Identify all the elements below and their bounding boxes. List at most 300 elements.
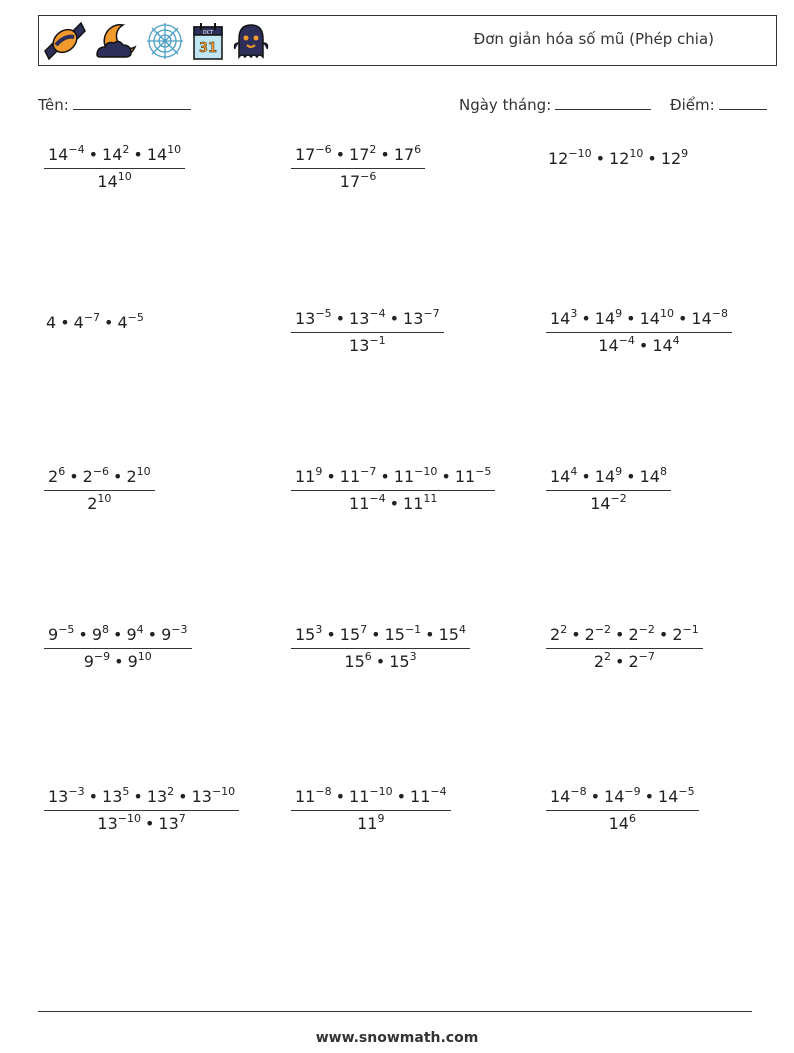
ghost-icon <box>231 21 271 61</box>
fraction <box>44 467 155 513</box>
exponent: −8 <box>570 785 587 798</box>
base: 15 <box>344 652 365 671</box>
base: 14 <box>639 309 660 328</box>
base: 9 <box>161 625 172 644</box>
score-field <box>670 95 767 114</box>
fraction <box>291 145 425 191</box>
exponent: −9 <box>624 785 641 798</box>
power-term <box>192 787 236 806</box>
denominator <box>546 648 703 671</box>
multiply-dot: • <box>113 467 123 486</box>
power-term <box>604 787 641 806</box>
multiply-dot: • <box>626 309 636 328</box>
power-term <box>598 336 635 355</box>
name-blank[interactable] <box>73 95 191 110</box>
svg-text:OCT: OCT <box>202 30 214 36</box>
base: 11 <box>349 494 370 513</box>
power-term <box>410 787 447 806</box>
problem-2 <box>291 145 425 191</box>
header-icons <box>43 19 271 63</box>
numerator <box>291 467 495 490</box>
multiply-dot: • <box>590 787 601 806</box>
exponent: −1 <box>404 623 422 636</box>
fraction <box>291 467 495 513</box>
denominator <box>546 810 699 833</box>
power-term <box>340 625 367 644</box>
power-term <box>661 149 688 168</box>
power-term <box>394 467 438 486</box>
numerator <box>291 309 444 332</box>
numerator <box>291 145 425 168</box>
exponent: −5 <box>58 623 75 636</box>
base: 14 <box>590 494 611 513</box>
exponent: 2 <box>369 143 377 156</box>
multiply-dot: • <box>114 652 124 671</box>
power-term <box>595 467 622 486</box>
exponent: −5 <box>475 465 492 478</box>
numerator <box>546 787 699 810</box>
denominator <box>44 648 192 671</box>
exponent: −1 <box>682 623 699 636</box>
power-term <box>126 467 150 486</box>
multiply-dot: • <box>335 309 346 328</box>
worksheet-title: Đơn giản hóa số mũ (Phép chia) <box>473 30 714 48</box>
base: 11 <box>454 467 476 486</box>
base: 11 <box>295 787 316 806</box>
numerator <box>44 625 192 648</box>
exponent: 11 <box>423 492 438 505</box>
exponent: −4 <box>68 143 85 156</box>
problem-7 <box>44 467 155 513</box>
power-term <box>550 467 577 486</box>
base: 11 <box>410 787 431 806</box>
power-term <box>595 309 622 328</box>
footer-divider <box>38 1011 752 1012</box>
power-term <box>550 625 567 644</box>
denominator <box>291 810 451 833</box>
expression <box>546 149 688 168</box>
multiply-dot: • <box>647 149 657 168</box>
base: 12 <box>660 149 682 168</box>
multiply-dot: • <box>595 149 606 168</box>
power-term <box>403 309 440 328</box>
power-term <box>126 625 143 644</box>
base: 14 <box>598 336 619 355</box>
numerator <box>44 145 185 168</box>
multiply-dot: • <box>615 652 625 671</box>
multiply-dot: • <box>60 313 70 332</box>
exponent: −4 <box>430 785 447 798</box>
exponent: −9 <box>93 650 111 663</box>
problem-14 <box>291 787 451 833</box>
problem-3 <box>546 149 688 168</box>
footer-website: www.snowmath.com <box>315 1030 479 1046</box>
base: 9 <box>48 625 59 644</box>
base: 14 <box>550 787 571 806</box>
power-term <box>92 625 109 644</box>
power-term <box>295 625 322 644</box>
numerator <box>291 625 470 648</box>
base: 13 <box>403 309 424 328</box>
base: 14 <box>658 787 679 806</box>
multiply-dot: • <box>133 145 143 164</box>
base: 14 <box>604 787 625 806</box>
problem-5 <box>291 309 444 355</box>
base: 2 <box>550 625 561 644</box>
exponent: −3 <box>68 785 85 798</box>
exponent: −6 <box>92 465 110 478</box>
numerator <box>44 467 155 490</box>
moon-cloud-icon <box>93 21 139 61</box>
multiply-dot: • <box>144 814 155 833</box>
exponent: 9 <box>377 812 385 825</box>
power-term <box>628 625 654 644</box>
base: 15 <box>438 625 459 644</box>
multiply-dot: • <box>326 467 336 486</box>
exponent: 9 <box>681 147 689 160</box>
base: 13 <box>146 787 168 806</box>
base: 14 <box>608 814 629 833</box>
exponent: 2 <box>560 623 568 636</box>
power-term <box>83 467 109 486</box>
exponent: 10 <box>137 650 152 663</box>
base: 9 <box>126 625 137 644</box>
power-term <box>403 494 437 513</box>
power-term <box>385 625 422 644</box>
worksheet-header <box>38 15 777 66</box>
base: 2 <box>48 467 59 486</box>
denominator <box>546 332 732 355</box>
base: 15 <box>295 625 316 644</box>
exponent: 2 <box>604 650 612 663</box>
exponent: 7 <box>178 812 186 825</box>
base: 9 <box>127 652 138 671</box>
multiply-dot: • <box>581 309 591 328</box>
power-term <box>389 652 416 671</box>
fraction <box>291 625 470 671</box>
exponent: 10 <box>117 170 132 183</box>
problem-12 <box>546 625 703 671</box>
base: 14 <box>97 172 118 191</box>
multiply-dot: • <box>389 494 400 513</box>
power-term <box>48 787 85 806</box>
multiply-dot: • <box>441 467 451 486</box>
base: 2 <box>672 625 683 644</box>
base: 9 <box>83 652 94 671</box>
power-term <box>340 172 377 191</box>
numerator <box>44 787 239 810</box>
power-term <box>628 652 654 671</box>
base: 17 <box>393 145 415 164</box>
base: 14 <box>652 336 673 355</box>
power-term <box>46 313 56 332</box>
numerator <box>546 309 732 332</box>
base: 4 <box>46 313 57 332</box>
denominator <box>291 168 425 191</box>
base: 14 <box>48 145 69 164</box>
exponent: −10 <box>414 465 438 478</box>
exponent: −10 <box>117 812 141 825</box>
denominator <box>291 648 470 671</box>
problem-9 <box>546 467 671 513</box>
candy-icon <box>43 21 87 61</box>
base: 14 <box>639 467 660 486</box>
base: 13 <box>158 814 179 833</box>
exponent: 6 <box>58 465 66 478</box>
problem-11 <box>291 625 470 671</box>
power-term <box>74 313 100 332</box>
power-term <box>48 145 85 164</box>
exponent: −6 <box>360 170 377 183</box>
name-field <box>38 95 191 114</box>
exponent: 9 <box>615 307 623 320</box>
power-term <box>147 787 174 806</box>
fraction <box>546 625 703 671</box>
power-term <box>102 787 129 806</box>
date-label: Ngày tháng: <box>459 96 552 114</box>
denominator <box>546 490 671 513</box>
multiply-dot: • <box>88 145 99 164</box>
exponent: 8 <box>659 465 667 478</box>
power-term <box>585 625 611 644</box>
fraction <box>546 787 699 833</box>
name-label: Tên: <box>38 96 69 114</box>
base: 13 <box>349 309 370 328</box>
exponent: 6 <box>364 650 372 663</box>
numerator <box>291 787 451 810</box>
power-term <box>672 625 698 644</box>
exponent: −10 <box>211 785 236 798</box>
exponent: −2 <box>610 492 627 505</box>
numerator <box>546 467 671 490</box>
denominator <box>291 490 495 513</box>
base: 13 <box>97 814 118 833</box>
problem-8 <box>291 467 495 513</box>
denominator <box>44 810 239 833</box>
problem-15 <box>546 787 699 833</box>
power-term <box>48 625 74 644</box>
power-term <box>357 814 384 833</box>
power-term <box>455 467 492 486</box>
exponent: 10 <box>136 465 151 478</box>
exponent: −7 <box>360 465 377 478</box>
multiply-dot: • <box>178 787 188 806</box>
base: 15 <box>384 625 405 644</box>
base: 14 <box>550 467 571 486</box>
exponent: 9 <box>315 465 323 478</box>
power-term <box>128 652 152 671</box>
multiply-dot: • <box>113 625 123 644</box>
exponent: −8 <box>711 307 728 320</box>
spider-web-icon <box>145 21 185 61</box>
numerator <box>546 625 703 648</box>
multiply-dot: • <box>147 625 158 644</box>
base: 17 <box>295 145 316 164</box>
exponent: −5 <box>315 307 332 320</box>
power-term <box>158 814 185 833</box>
date-field <box>459 95 651 114</box>
power-term <box>102 145 129 164</box>
base: 14 <box>594 467 616 486</box>
multiply-dot: • <box>571 625 581 644</box>
exponent: −3 <box>171 623 188 636</box>
multiply-dot: • <box>638 336 649 355</box>
base: 14 <box>550 309 571 328</box>
power-term <box>394 145 421 164</box>
problem-4 <box>44 313 144 332</box>
exponent: −1 <box>369 334 386 347</box>
exponent: 4 <box>136 623 144 636</box>
base: 13 <box>102 787 123 806</box>
exponent: 2 <box>122 143 130 156</box>
exponent: 3 <box>570 307 578 320</box>
problem-6 <box>546 309 732 355</box>
power-term <box>652 336 679 355</box>
score-label: Điểm: <box>670 96 715 114</box>
multiply-dot: • <box>335 145 346 164</box>
multiply-dot: • <box>615 625 625 644</box>
base: 2 <box>82 467 93 486</box>
exponent: 4 <box>458 623 466 636</box>
exponent: 3 <box>409 650 417 663</box>
base: 2 <box>126 467 137 486</box>
power-term <box>161 625 187 644</box>
power-term <box>295 309 332 328</box>
base: 15 <box>389 652 410 671</box>
expression <box>44 313 144 332</box>
exponent: −10 <box>568 147 592 160</box>
multiply-dot: • <box>375 652 386 671</box>
exponent: −2 <box>638 623 655 636</box>
power-term <box>87 494 111 513</box>
fraction <box>44 625 192 671</box>
power-term <box>147 145 181 164</box>
svg-text:31: 31 <box>198 41 218 56</box>
exponent: −7 <box>638 650 655 663</box>
power-term <box>640 309 674 328</box>
date-blank[interactable] <box>555 95 651 110</box>
exponent: 10 <box>629 147 644 160</box>
exponent: −7 <box>423 307 440 320</box>
exponent: −6 <box>315 143 332 156</box>
power-term <box>640 467 667 486</box>
multiply-dot: • <box>380 145 390 164</box>
exponent: 10 <box>97 492 112 505</box>
multiply-dot: • <box>581 467 591 486</box>
multiply-dot: • <box>380 467 390 486</box>
base: 14 <box>146 145 168 164</box>
power-term <box>295 145 332 164</box>
exponent: 6 <box>414 143 422 156</box>
base: 13 <box>349 336 370 355</box>
exponent: −8 <box>315 785 332 798</box>
power-term <box>439 625 466 644</box>
exponent: −4 <box>369 492 386 505</box>
power-term <box>550 787 587 806</box>
base: 4 <box>117 313 128 332</box>
base: 17 <box>349 145 370 164</box>
base: 11 <box>339 467 361 486</box>
base: 11 <box>357 814 378 833</box>
power-term <box>349 336 386 355</box>
power-term <box>84 652 110 671</box>
exponent: 2 <box>167 785 175 798</box>
power-term <box>590 494 627 513</box>
multiply-dot: • <box>371 625 381 644</box>
fraction <box>44 145 185 191</box>
base: 11 <box>393 467 415 486</box>
multiply-dot: • <box>425 625 435 644</box>
base: 15 <box>339 625 361 644</box>
multiply-dot: • <box>389 309 400 328</box>
power-term <box>658 787 695 806</box>
base: 17 <box>339 172 361 191</box>
problem-1 <box>44 145 185 191</box>
power-term <box>691 309 728 328</box>
power-term <box>349 787 393 806</box>
exponent: −4 <box>618 334 635 347</box>
exponent: 6 <box>628 812 636 825</box>
multiply-dot: • <box>88 787 99 806</box>
base: 2 <box>628 652 639 671</box>
base: 12 <box>548 149 569 168</box>
exponent: 9 <box>615 465 623 478</box>
multiply-dot: • <box>326 625 336 644</box>
base: 2 <box>593 652 605 671</box>
power-term <box>117 313 143 332</box>
base: 2 <box>628 625 639 644</box>
power-term <box>344 652 371 671</box>
base: 13 <box>191 787 212 806</box>
power-term <box>295 467 322 486</box>
score-blank[interactable] <box>719 95 767 110</box>
fraction <box>44 787 239 833</box>
exponent: −5 <box>127 311 144 324</box>
base: 12 <box>609 149 630 168</box>
problem-13 <box>44 787 239 833</box>
base: 13 <box>295 309 316 328</box>
power-term <box>550 309 577 328</box>
power-term <box>349 309 386 328</box>
multiply-dot: • <box>133 787 143 806</box>
multiply-dot: • <box>69 467 79 486</box>
power-term <box>349 494 386 513</box>
base: 13 <box>48 787 69 806</box>
exponent: −2 <box>594 623 612 636</box>
base: 11 <box>403 494 424 513</box>
multiply-dot: • <box>677 309 688 328</box>
exponent: −5 <box>678 785 695 798</box>
base: 11 <box>295 467 316 486</box>
fraction <box>291 787 451 833</box>
exponent: −4 <box>369 307 386 320</box>
problem-10 <box>44 625 192 671</box>
base: 14 <box>102 145 123 164</box>
power-term <box>340 467 377 486</box>
power-term <box>97 814 141 833</box>
exponent: 4 <box>672 334 680 347</box>
fraction <box>546 309 732 355</box>
exponent: 8 <box>102 623 110 636</box>
base: 9 <box>91 625 103 644</box>
exponent: 4 <box>570 465 578 478</box>
power-term <box>48 467 65 486</box>
base: 2 <box>87 494 98 513</box>
exponent: −7 <box>83 311 101 324</box>
multiply-dot: • <box>626 467 636 486</box>
exponent: 7 <box>360 623 368 636</box>
multiply-dot: • <box>644 787 655 806</box>
